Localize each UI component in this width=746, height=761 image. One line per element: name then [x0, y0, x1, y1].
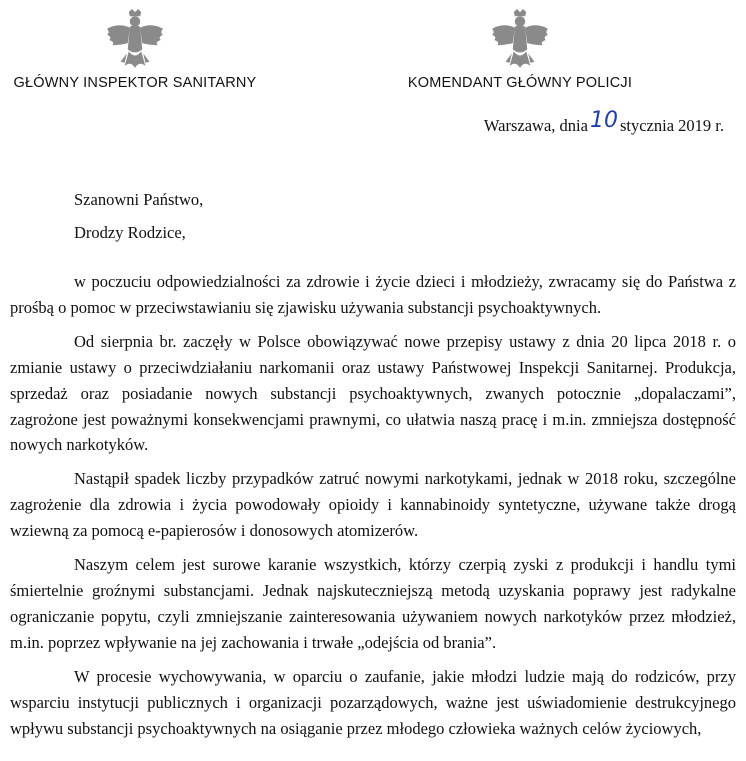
paragraph-1: w poczuciu odpowiedzialności za zdrowie i życie dzieci i młodzieży, zwracamy się do Państwa z prośbą o pomoc w przeciwstawianiu się zjawisku używania substancji psychoaktywnych.	[10, 272, 736, 317]
date-line	[483, 108, 724, 137]
handwritten-day: 10	[589, 108, 618, 133]
paragraph-4: Naszym celem jest surowe karanie wszystkich, którzy czerpią zyski z produkcji i handlu tymi śmiertelnie groźnymi substancjami. Jednak najskuteczniejszą metodą uzyskania poprawy jest radykalne ograniczanie popytu, czyli zmniejszanie zainteresowania używaniem nowych narkotyków przez młodzież, m.in. poprzez wpływanie na jej zachowania i trwałe „odejścia od brania”.	[10, 555, 736, 652]
date-prefix: Warszawa, dnia	[483, 116, 588, 135]
salutation-line-2: Drodzy Rodzice,	[74, 223, 186, 242]
date-suffix: stycznia 2019 r.	[619, 116, 724, 135]
header-left	[10, 0, 260, 91]
right-organization-name: KOMENDANT GŁÓWNY POLICJI	[407, 75, 633, 91]
left-organization-name: GŁÓWNY INSPEKTOR SANITARNY	[13, 75, 257, 91]
salutation-line-1: Szanowni Państwo,	[74, 190, 204, 209]
paragraph-5: W procesie wychowywania, w oparciu o zaufanie, jakie młodzi ludzie mają do rodziców, przy wsparciu instytucji publicznych i organizacji pozarządowych, ważne jest uświadomienie destrukcyjnego wpływu substancji psychoaktywnych na osiąganie przez młodego człowieka ważnych celów życiowych,	[10, 666, 736, 738]
letter-body	[10, 269, 736, 749]
polish-eagle-emblem-icon	[489, 8, 551, 70]
paragraph-3: Nastąpił spadek liczby przypadków zatruć nowymi narkotykami, jednak w 2018 roku, szczególne zagrożenie dla zdrowia i życia powodowały opioidy i kannabinoidy syntetyczne, używane także drogą wziewną za pomocą e-papierosów i donosowych atomizerów.	[10, 469, 736, 541]
paragraph-2: Od sierpnia br. zaczęły w Polsce obowiązywać nowe przepisy ustawy z dnia 20 lipca 2018 r. o zmianie ustawy o przeciwdziałaniu narkomanii oraz ustawy Państwowej Inspekcji Sanitarnej. Produkcja, sprzedaż oraz posiadanie nowych substancji psychoaktywnych, zwanych potocznie „dopalaczami”, zagrożone jest poważnymi konsekwencjami prawnymi, co ułatwia naszą pracę i m.in. zmniejsza dostępność nowych narkotyków.	[10, 331, 736, 455]
polish-eagle-emblem-icon	[104, 8, 166, 70]
salutation	[74, 183, 203, 249]
header-right	[400, 0, 640, 91]
